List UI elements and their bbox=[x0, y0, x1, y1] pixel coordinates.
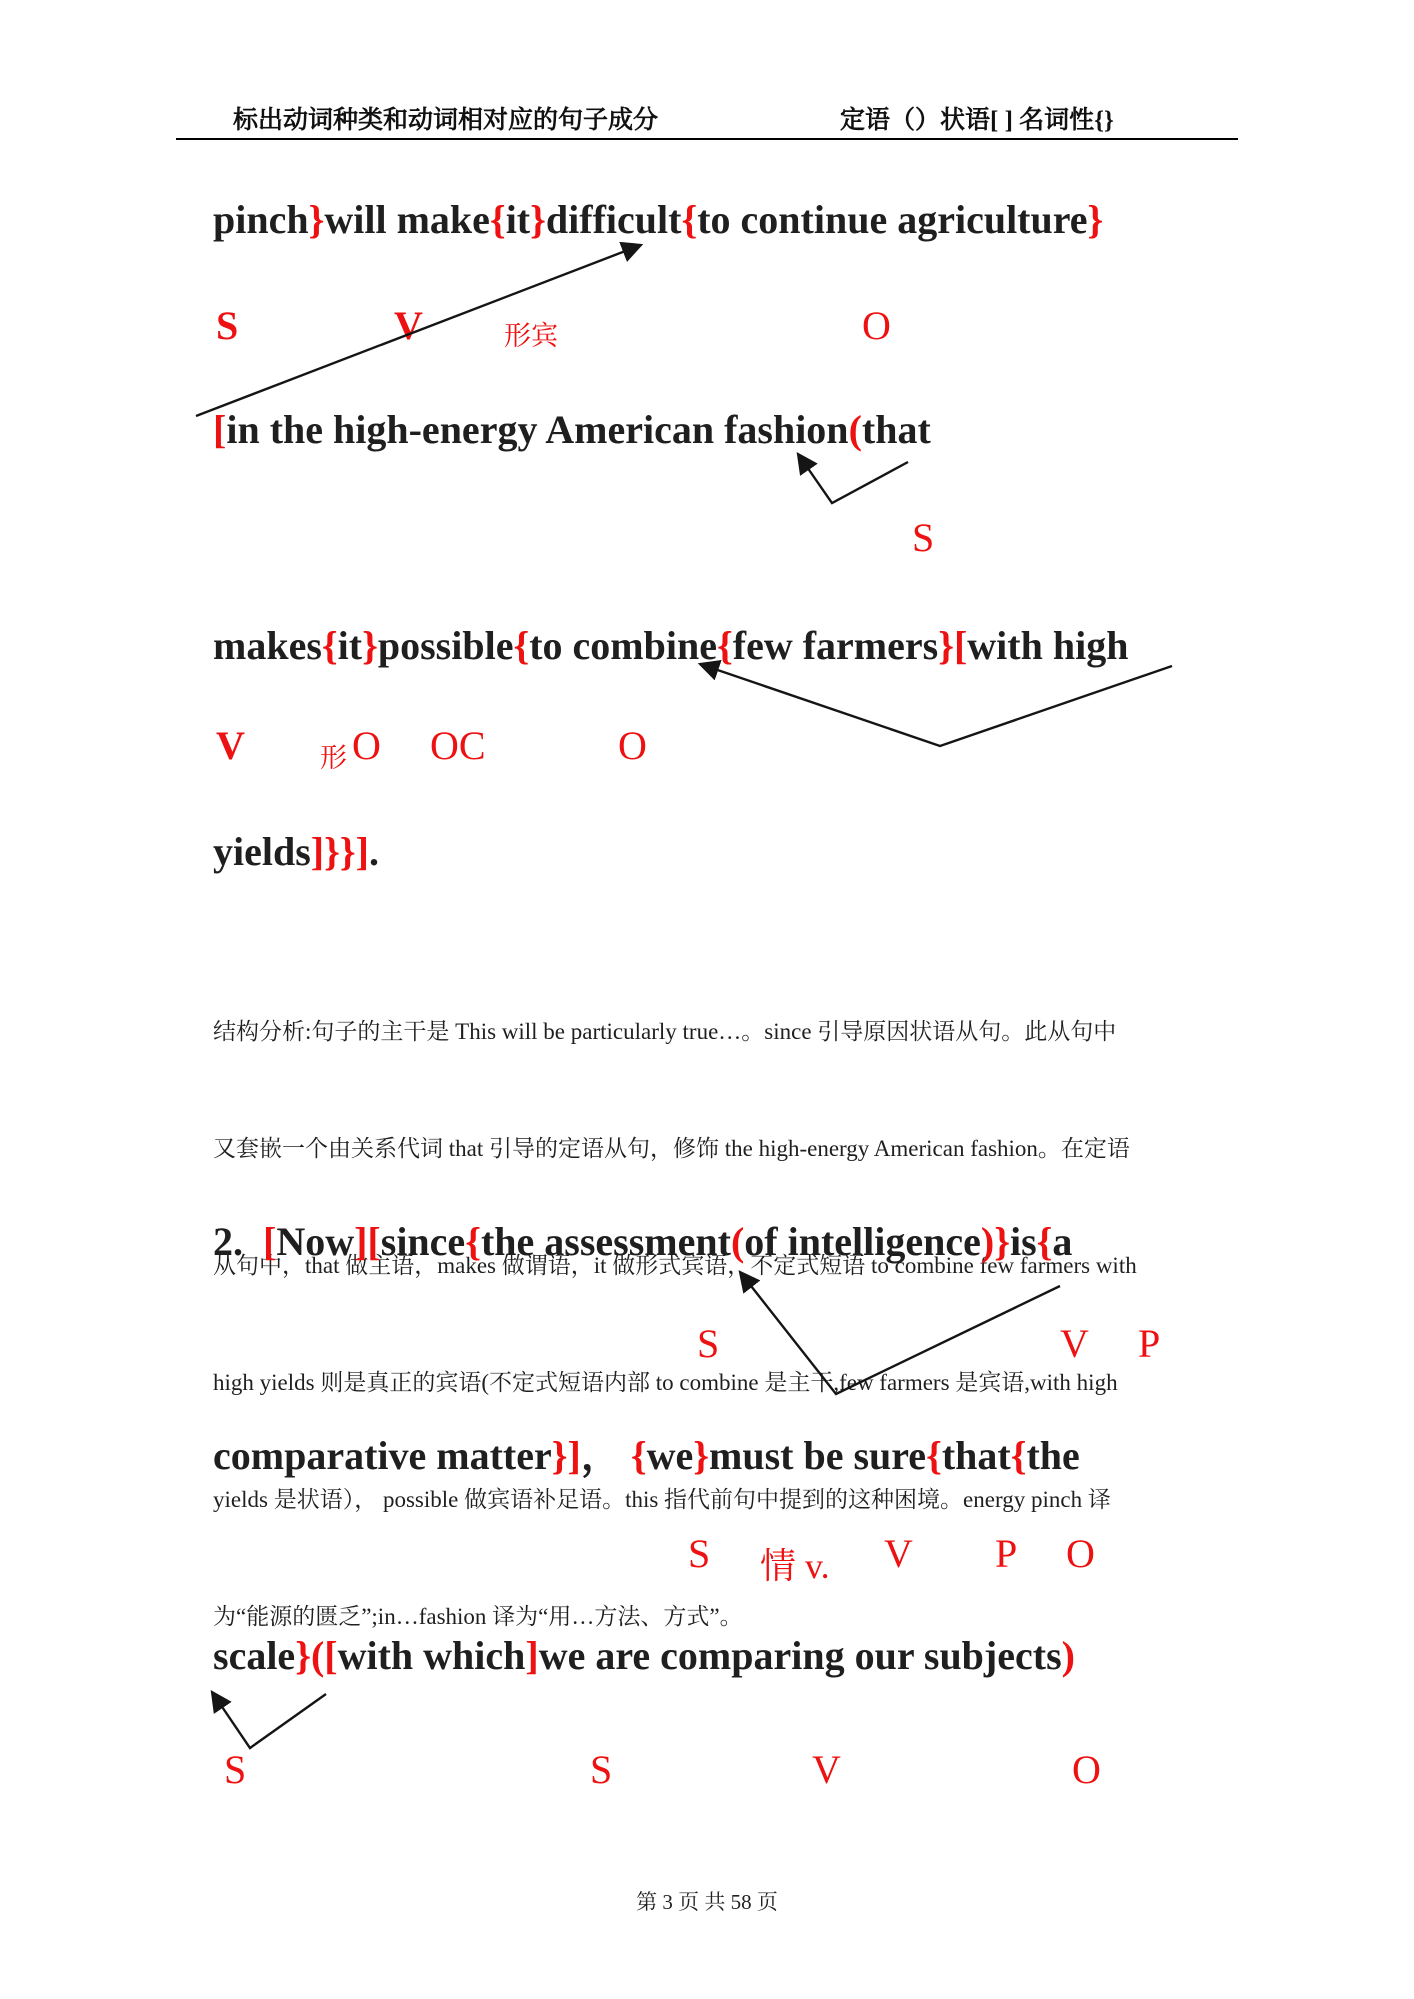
sentence-now-line: 2. [Now][since{the assessment(of intelligence)}is{a bbox=[213, 1219, 1073, 1264]
grammar-label-verb5: V bbox=[812, 1747, 841, 1792]
analysis-paragraph bbox=[213, 934, 1137, 1714]
grammar-label-verb: V bbox=[394, 303, 423, 348]
grammar-label-verb3: V bbox=[1060, 1321, 1089, 1366]
analysis-line: high yields 则是真正的宾语(不定式短语内部 to combine 是主干,few farmers 是宾语,with high bbox=[213, 1370, 1118, 1395]
analysis-line: 结构分析:句子的主干是 This will be particularly true…。since 引导原因状语从句。此从句中 bbox=[213, 1019, 1117, 1044]
grammar-label-subject4: S bbox=[688, 1531, 711, 1576]
grammar-label-object: O bbox=[862, 303, 891, 348]
grammar-label-clause-subject: S bbox=[912, 515, 935, 560]
grammar-label-subject3: S bbox=[697, 1321, 720, 1366]
analysis-line: 为“能源的匮乏”;in…fashion 译为“用…方法、方式”。 bbox=[213, 1604, 743, 1629]
grammar-label-object4: O bbox=[1066, 1531, 1095, 1576]
grammar-label-subject5: S bbox=[224, 1747, 247, 1792]
header-rule bbox=[176, 138, 1238, 140]
grammar-label-predicative2: P bbox=[995, 1531, 1018, 1576]
analysis-line: 从句中，that 做主语，makes 做谓语，it 做形式宾语，不定式短语 to combine few farmers with bbox=[213, 1253, 1137, 1278]
header-right-legend: 定语（）状语[ ] 名词性{} bbox=[840, 107, 1114, 134]
grammar-label-predicative: P bbox=[1138, 1321, 1161, 1366]
grammar-label-subject: S bbox=[216, 303, 239, 348]
analysis-line: 又套嵌一个由关系代词 that 引导的定语从句，修饰 the high-energy American fashion。在定语 bbox=[213, 1136, 1130, 1161]
grammar-label-subject6: S bbox=[590, 1747, 613, 1792]
grammar-label-verb4: V bbox=[884, 1531, 913, 1576]
grammar-label-object2: O bbox=[352, 723, 381, 768]
page-number: 第 3 页 共 58 页 bbox=[636, 1890, 778, 1914]
sentence-scale-line: scale}([with which]we are comparing our subjects) bbox=[213, 1633, 1075, 1678]
grammar-label-verb2: V bbox=[216, 723, 245, 768]
sentence-pinch-line: pinch}will make{it}difficult{to continue agriculture} bbox=[213, 197, 1104, 242]
sentence-fashion-line: [in the high-energy American fashion(that bbox=[213, 407, 931, 452]
sentence-comparative-line: comparative matter}]， {we}must be sure{that{the bbox=[213, 1433, 1080, 1478]
arrow-to-to-combine bbox=[700, 664, 1172, 746]
grammar-label-formal-object: 形宾 bbox=[504, 321, 558, 351]
header-left-title: 标出动词种类和动词相对应的句子成分 bbox=[233, 107, 659, 134]
grammar-label-object-complement: OC bbox=[430, 723, 486, 768]
sentence-makes-line: makes{it}possible{to combine{few farmers}[with high bbox=[213, 623, 1129, 668]
analysis-line: yields 是状语）， possible 做宾语补足语。this 指代前句中提到的这种困境。energy pinch 译 bbox=[213, 1487, 1111, 1512]
grammar-label-object3: O bbox=[618, 723, 647, 768]
arrow-to-fashion bbox=[798, 454, 908, 503]
grammar-label-modal-verb: 情 v. bbox=[760, 1546, 830, 1586]
grammar-label-formal: 形 bbox=[320, 743, 347, 773]
grammar-label-object5: O bbox=[1072, 1747, 1101, 1792]
sentence-yields-line: yields]}}]. bbox=[213, 829, 379, 874]
